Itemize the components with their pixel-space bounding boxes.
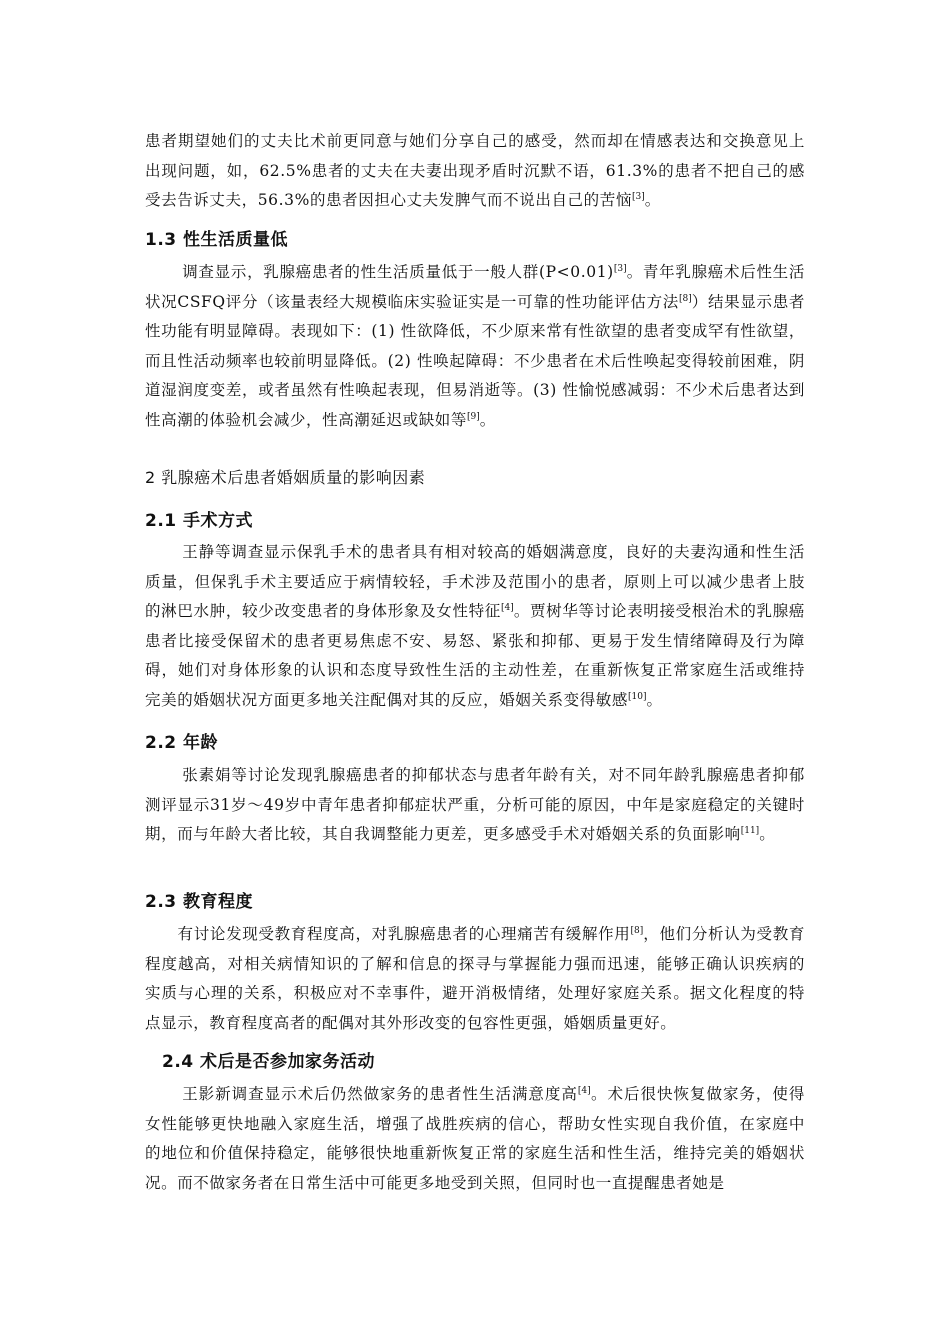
section-heading-1-3: 1.3 性生活质量低 bbox=[145, 230, 289, 250]
paragraph-text: 张素娟等讨论发现乳腺癌患者的抑郁状态与患者年龄有关，对不同年龄乳腺癌患者抑郁测评显示31岁～49岁中青年患者抑郁症状严重，分析可能的原因，中年是家庭稳定的关键时期，而与年龄大者比较，其自我调整能力更差，更多感受手术对婚姻关系的负面影响 bbox=[145, 766, 805, 843]
paragraph-text: 王静等调查显示保乳手术的患者具有相对较高的婚姻满意度，良好的夫妻沟通和性生活质量，但保乳手术主要适应于病情较轻，手术涉及范围小的患者，原则上可以减少患者上肢的淋巴水肿，较少改变患者的身体形象及女性特征 bbox=[145, 543, 805, 620]
section-heading-2: 2 乳腺癌术后患者婚姻质量的影响因素 bbox=[145, 468, 426, 487]
citation: [9] bbox=[467, 411, 480, 422]
paragraph-text: ，他们分析认为受教育程度越高，对相关病情知识的了解和信息的探寻与掌握能力强而迅速，能够正确认识疾病的实质与心理的关系，积极应对不幸事件，避开消极情绪，处理好家庭关系。据文化程度的特点显示，教育程度高者的配偶对其外形改变的包容性更强，婚姻质量更好。 bbox=[145, 925, 805, 1032]
citation: [3] bbox=[613, 263, 627, 274]
citation: [10] bbox=[628, 691, 647, 702]
paragraph-text: 调查显示，乳腺癌患者的性生活质量低于一般人群(P<0.01) bbox=[182, 263, 614, 281]
paragraph-text: 患者期望她们的丈夫比术前更同意与她们分享自己的感受，然而却在情感表达和交换意见上出现问题，如，62.5%患者的丈夫在夫妻出现矛盾时沉默不语，61.3%的患者不把自己的感受去告诉丈夫，56.3%的患者因担心丈夫发脾气而不说出自己的苦恼 bbox=[145, 132, 805, 209]
paragraph-2-1 bbox=[145, 538, 805, 715]
paragraph-text: 。术后很快恢复做家务，使得女性能够更快地融入家庭生活，增强了战胜疾病的信心，帮助女性实现自我价值，在家庭中的地位和价值保持稳定，能够很快地重新恢复正常的家庭生活和性生活，维持完美的婚姻状况。而不做家务者在日常生活中可能更多地受到关照，但同时也一直提醒患者她是 bbox=[145, 1085, 805, 1192]
paragraph-text: 王影新调查显示术后仍然做家务的患者性生活满意度高 bbox=[182, 1085, 578, 1103]
paragraph-text: 。 bbox=[646, 690, 663, 709]
paragraph-2-2 bbox=[145, 761, 805, 850]
paragraph-text: 。 bbox=[479, 410, 496, 429]
paragraph-text: 。贾树华等讨论表明接受根治术的乳腺癌患者比接受保留术的患者更易焦虑不安、易怒、紧张和抑郁、更易于发生情绪障碍及行为障碍，她们对身体形象的认识和态度导致性生活的主动性差，在重新恢复正常家庭生活或维持完美的婚姻状况方面更多地关注配偶对其的反应，婚姻关系变得敏感 bbox=[145, 602, 805, 709]
citation: [3] bbox=[631, 191, 645, 202]
paragraph-2-3 bbox=[145, 920, 805, 1038]
citation: [4] bbox=[577, 1085, 591, 1096]
section-heading-2-2: 2.2 年龄 bbox=[145, 733, 219, 753]
paragraph-text: 。 bbox=[759, 825, 776, 843]
section-heading-2-3: 2.3 教育程度 bbox=[145, 892, 254, 912]
paragraph-text: 有讨论发现受教育程度高，对乳腺癌患者的心理痛苦有缓解作用 bbox=[177, 925, 631, 943]
citation: [8] bbox=[678, 293, 692, 304]
paragraph-1-3 bbox=[145, 258, 805, 435]
citation: [8] bbox=[630, 925, 644, 936]
section-heading-2-4: 2.4 术后是否参加家务活动 bbox=[162, 1052, 376, 1072]
paragraph-text: 。青年乳腺癌术后性生活状况CSFQ评分（该量表经大规模临床实验证实是一可靠的性功能评估方法 bbox=[145, 263, 805, 311]
citation: [11] bbox=[740, 825, 760, 836]
section-heading-2-1: 2.1 手术方式 bbox=[145, 511, 254, 531]
paragraph-text: ）结果显示患者性功能有明显障碍。表现如下：(1) 性欲降低，不少原来常有性欲望的患者变成罕有性欲望，而且性活动频率也较前明显降低。(2) 性唤起障碍：不少患者在术后性唤起变得较前困难，阴道湿润度变差，或者虽然有性唤起表现，但易消逝等。(3) 性愉悦感减弱：不少术后患者达到性高潮的体验机会减少，性高潮延迟或缺如等 bbox=[145, 292, 806, 429]
paragraph-text: 。 bbox=[644, 191, 661, 209]
paragraph-intro bbox=[145, 127, 805, 216]
citation: [4] bbox=[500, 602, 514, 613]
paragraph-2-4 bbox=[145, 1080, 805, 1198]
